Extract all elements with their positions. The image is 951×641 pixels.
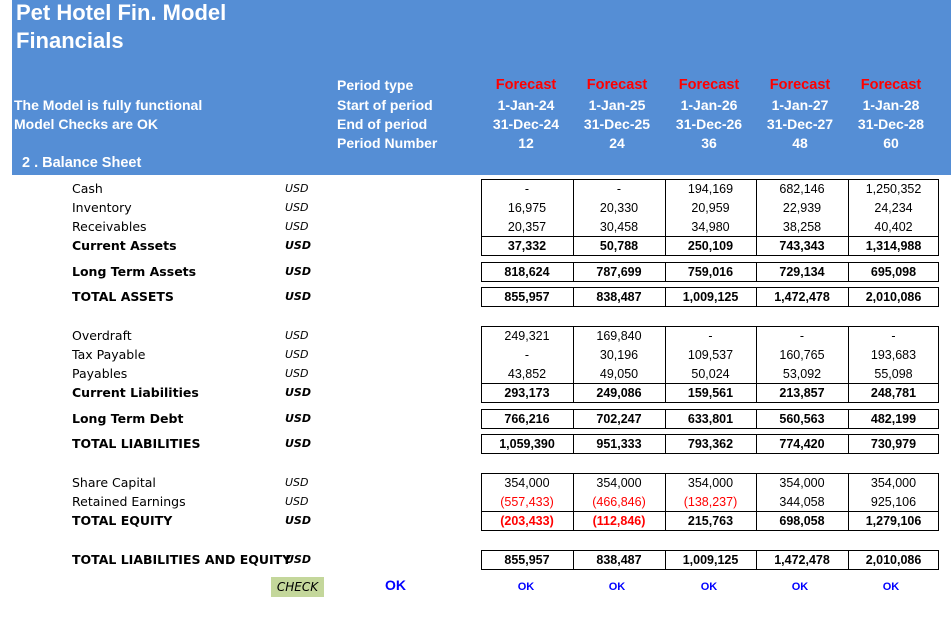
table-cell: 1,009,125: [665, 288, 755, 307]
period-type-4: Forecast: [769, 77, 831, 93]
table-cell: 1,009,125: [665, 551, 755, 570]
table-cell: 20,959: [665, 199, 755, 218]
row-unit: USD: [285, 476, 309, 489]
table-cell: 354,000: [848, 474, 938, 493]
period-check-result: OK: [700, 581, 718, 593]
check-label: CHECK: [271, 577, 324, 597]
table-cell: 34,980: [665, 218, 755, 237]
section-title: 2 . Balance Sheet: [22, 155, 142, 171]
table-cell: (203,433): [500, 514, 554, 528]
period-type-5: Forecast: [860, 77, 922, 93]
period-start-2: 1-Jan-25: [588, 97, 646, 113]
row-unit: USD: [285, 182, 309, 195]
table-cell: -: [524, 348, 530, 362]
row-label: Long Term Debt: [72, 411, 184, 426]
table-cell: 682,146: [756, 180, 847, 199]
row-unit: USD: [285, 348, 309, 361]
period-end-1: 31-Dec-24: [492, 116, 560, 132]
row-unit: USD: [285, 239, 311, 252]
table-cell: (557,433): [500, 495, 554, 509]
table-cell: 38,258: [756, 218, 847, 237]
table-cell: 1,472,478: [756, 288, 847, 307]
table-cell: 22,939: [756, 199, 847, 218]
table-cell: -: [524, 182, 530, 196]
period-number-1: 12: [518, 135, 534, 151]
table-block-2: [481, 262, 939, 282]
table-cell: 838,487: [573, 288, 664, 307]
period-end-3: 31-Dec-26: [675, 116, 743, 132]
row-unit: USD: [285, 220, 309, 233]
table-cell: 354,000: [504, 476, 550, 490]
table-cell: 2,010,086: [848, 551, 938, 570]
table-cell: -: [665, 327, 755, 346]
table-cell: 37,332: [507, 239, 547, 253]
row-label: Current Assets: [72, 238, 177, 253]
table-cell: 30,458: [573, 218, 664, 237]
period-type-2: Forecast: [586, 77, 648, 93]
period-start-5: 1-Jan-28: [862, 97, 920, 113]
table-cell: 730,979: [848, 435, 938, 454]
table-cell: 729,134: [756, 263, 847, 282]
model-title: Pet Hotel Fin. Model: [16, 0, 227, 25]
row-label: Long Term Assets: [72, 264, 197, 279]
table-cell: 1,250,352: [848, 180, 938, 199]
table-cell: (138,237): [665, 493, 755, 512]
table-cell: 774,420: [756, 435, 847, 454]
table-cell: 50,788: [573, 237, 664, 256]
period-end-2: 31-Dec-25: [583, 116, 651, 132]
table-cell: 49,050: [573, 365, 664, 384]
table-block-5: [481, 409, 939, 429]
table-block-7: [481, 473, 939, 531]
table-cell: 249,086: [573, 384, 664, 403]
table-cell: 1,279,106: [848, 512, 938, 531]
table-cell: 213,857: [756, 384, 847, 403]
row-label: Cash: [72, 181, 103, 196]
period-type-1: Forecast: [495, 77, 557, 93]
start-of-period-label: Start of period: [337, 97, 433, 113]
table-cell: 20,330: [573, 199, 664, 218]
table-cell: 249,321: [504, 329, 550, 343]
table-cell: 250,109: [665, 237, 755, 256]
period-end-4: 31-Dec-27: [766, 116, 834, 132]
row-unit: USD: [285, 412, 311, 425]
table-cell: 695,098: [848, 263, 938, 282]
table-cell: 50,024: [665, 365, 755, 384]
row-unit: USD: [285, 367, 309, 380]
table-cell: (466,846): [573, 493, 664, 512]
period-number-4: 48: [792, 135, 808, 151]
table-cell: 160,765: [756, 346, 847, 365]
table-cell: 194,169: [665, 180, 755, 199]
table-cell: 193,683: [848, 346, 938, 365]
row-label: TOTAL ASSETS: [72, 289, 174, 304]
period-type-label: Period type: [337, 77, 414, 93]
row-label: TOTAL LIABILITIES AND EQUITY: [72, 552, 292, 567]
period-type-3: Forecast: [678, 77, 740, 93]
table-cell: 43,852: [507, 367, 547, 381]
row-label: TOTAL LIABILITIES: [72, 436, 201, 451]
model-subtitle: Financials: [16, 28, 124, 53]
table-cell: 30,196: [573, 346, 664, 365]
row-label: Share Capital: [72, 475, 156, 490]
row-label: Overdraft: [72, 328, 132, 343]
row-unit: USD: [285, 386, 311, 399]
period-number-3: 36: [701, 135, 717, 151]
table-cell: 169,840: [573, 327, 664, 346]
table-block-4: [481, 326, 939, 403]
row-unit: USD: [285, 290, 311, 303]
table-cell: 293,173: [504, 386, 550, 400]
row-unit: USD: [285, 553, 311, 566]
period-check-result: OK: [882, 581, 900, 593]
table-cell: 793,362: [665, 435, 755, 454]
table-cell: 698,058: [756, 512, 847, 531]
period-check-result: OK: [791, 581, 809, 593]
table-cell: 838,487: [573, 551, 664, 570]
period-check-result: OK: [608, 581, 626, 593]
table-cell: -: [848, 327, 938, 346]
table-cell: 925,106: [848, 493, 938, 512]
check-result: OK: [385, 577, 406, 593]
table-cell: 354,000: [665, 474, 755, 493]
status-functional: The Model is fully functional: [14, 97, 203, 113]
table-block-6: [481, 434, 939, 454]
table-cell: 951,333: [573, 435, 664, 454]
table-cell: 855,957: [504, 290, 550, 304]
table-cell: 215,763: [665, 512, 755, 531]
row-label: Retained Earnings: [72, 494, 186, 509]
row-label: Tax Payable: [72, 347, 146, 362]
row-unit: USD: [285, 495, 309, 508]
table-cell: 1,059,390: [499, 437, 555, 451]
period-end-5: 31-Dec-28: [857, 116, 925, 132]
table-cell: 855,957: [504, 553, 550, 567]
row-unit: USD: [285, 437, 311, 450]
table-cell: 702,247: [573, 410, 664, 429]
period-start-3: 1-Jan-26: [680, 97, 738, 113]
table-cell: 1,314,988: [848, 237, 938, 256]
table-cell: 560,563: [756, 410, 847, 429]
table-cell: 818,624: [504, 265, 550, 279]
row-label: Receivables: [72, 219, 147, 234]
table-cell: 53,092: [756, 365, 847, 384]
period-number-label: Period Number: [337, 135, 438, 151]
table-cell: 40,402: [848, 218, 938, 237]
period-start-4: 1-Jan-27: [771, 97, 829, 113]
table-cell: 24,234: [848, 199, 938, 218]
row-label: Inventory: [72, 200, 132, 215]
row-unit: USD: [285, 329, 309, 342]
row-label: Current Liabilities: [72, 385, 199, 400]
table-cell: 55,098: [848, 365, 938, 384]
row-unit: USD: [285, 201, 309, 214]
table-cell: 20,357: [507, 220, 547, 234]
table-block-8: [481, 550, 939, 570]
table-cell: 1,472,478: [756, 551, 847, 570]
period-start-1: 1-Jan-24: [497, 97, 555, 113]
end-of-period-label: End of period: [337, 116, 428, 132]
table-cell: 109,537: [665, 346, 755, 365]
table-cell: 16,975: [507, 201, 547, 215]
table-cell: 354,000: [756, 474, 847, 493]
table-cell: -: [573, 180, 664, 199]
table-cell: 743,343: [756, 237, 847, 256]
table-cell: 2,010,086: [848, 288, 938, 307]
period-check-result: OK: [517, 581, 535, 593]
table-cell: 633,801: [665, 410, 755, 429]
table-cell: -: [756, 327, 847, 346]
table-cell: 766,216: [504, 412, 550, 426]
period-number-2: 24: [609, 135, 625, 151]
row-label: Payables: [72, 366, 128, 381]
row-unit: USD: [285, 265, 311, 278]
row-unit: USD: [285, 514, 311, 527]
table-cell: 482,199: [848, 410, 938, 429]
period-number-5: 60: [883, 135, 899, 151]
table-cell: 787,699: [573, 263, 664, 282]
table-cell: 354,000: [573, 474, 664, 493]
row-label: TOTAL EQUITY: [72, 513, 173, 528]
table-block-3: [481, 287, 939, 307]
table-cell: 759,016: [665, 263, 755, 282]
table-cell: (112,846): [573, 512, 664, 531]
table-cell: 248,781: [848, 384, 938, 403]
table-block-1: [481, 179, 939, 256]
table-cell: 344,058: [756, 493, 847, 512]
status-checks: Model Checks are OK: [14, 116, 158, 132]
table-cell: 159,561: [665, 384, 755, 403]
